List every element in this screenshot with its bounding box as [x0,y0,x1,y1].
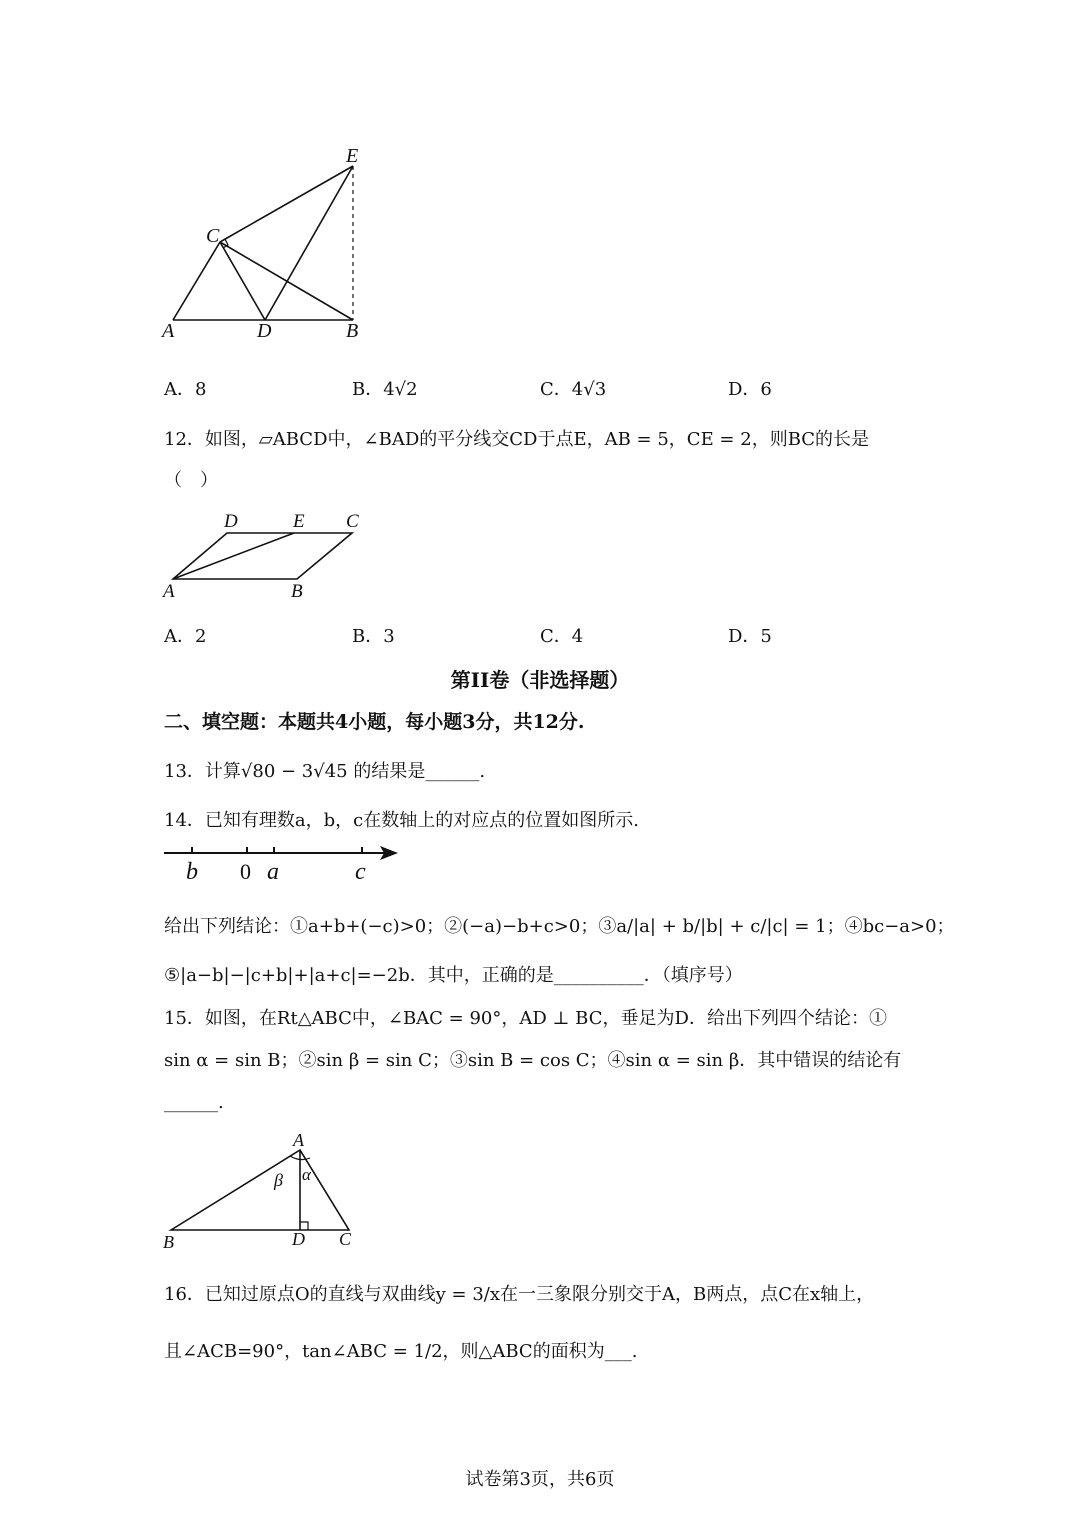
fig15-label-alpha: α [302,1165,311,1184]
q13-text: 13．计算√80 − 3√45 的结果是______. [164,761,486,782]
q12-option-b[interactable]: B．3 [352,626,395,647]
q11-option-c[interactable]: C．4√3 [540,379,607,400]
fig11-label-E: E [346,145,359,167]
axis-label-b: b [186,859,198,885]
fig12-label-A: A [163,581,175,602]
fig11-label-B: B [346,320,359,342]
q12-option-c[interactable]: C．4 [540,626,584,647]
q16-line1: 16．已知过原点O的直线与双曲线y = 3/x在一三象限分别交于A，B两点，点C在x轴上， [164,1284,875,1305]
q15-line1: 15．如图，在Rt△ABC中，∠BAC = 90°，AD ⊥ BC，垂足为D．给出下列四个结论：① [164,1008,887,1029]
section-heading: 二、填空题：本题共4小题，每小题3分，共12分. [164,711,585,733]
q11-option-b[interactable]: B．4√2 [352,379,418,400]
q15-line3: ______. [164,1092,224,1113]
q11-option-d[interactable]: D．6 [728,379,772,400]
q11-option-a[interactable]: A．8 [164,379,207,400]
fig11-label-D: D [257,320,272,342]
q14-conclusions-line1: 给出下列结论：①a+b+(−c)>0；②(−a)−b+c>0；③a/|a| + b/|b| + c/|c| = 1；④bc−a>0； [164,916,955,937]
fig11-label-A: A [162,320,175,342]
fig15-label-beta: β [274,1170,283,1190]
q14-stem: 14．已知有理数a，b，c在数轴上的对应点的位置如图所示. [164,810,639,831]
part2-title: 第II卷（非选择题） [450,668,630,692]
axis-label-a: a [267,859,279,885]
fig15-label-C: C [339,1229,352,1249]
fig11-label-C: C [206,225,220,247]
q15-line2: sin α = sin B；②sin β = sin C；③sin B = cos C；④sin α = sin β．其中错误的结论有 [164,1050,902,1071]
axis-label-c: c [355,859,366,885]
q14-conclusions-line2: ⑤|a−b|−|c+b|+|a+c|=−2b．其中，正确的是__________．（填序号） [164,965,743,986]
page-footer: 试卷第3页，共6页 [465,1469,615,1490]
fig12-label-C: C [346,511,359,532]
q12-answer-paren: （ ） [164,470,218,491]
q12-option-a[interactable]: A．2 [164,626,207,647]
fig15-label-B: B [163,1232,174,1252]
q12-option-d[interactable]: D．5 [728,626,772,647]
q16-line2: 且∠ACB=90°，tan∠ABC = 1/2，则△ABC的面积为___. [164,1341,638,1362]
fig12-label-B: B [291,581,303,602]
fig15-label-D: D [292,1229,305,1249]
fig12-label-E: E [293,511,305,532]
fig12-label-D: D [224,511,238,532]
q12-stem: 12．如图，▱ABCD中，∠BAD的平分线交CD于点E，AB = 5，CE = 2，则BC的长是 [164,429,870,450]
fig15-label-A: A [293,1130,304,1150]
axis-label-zero: 0 [240,859,251,884]
